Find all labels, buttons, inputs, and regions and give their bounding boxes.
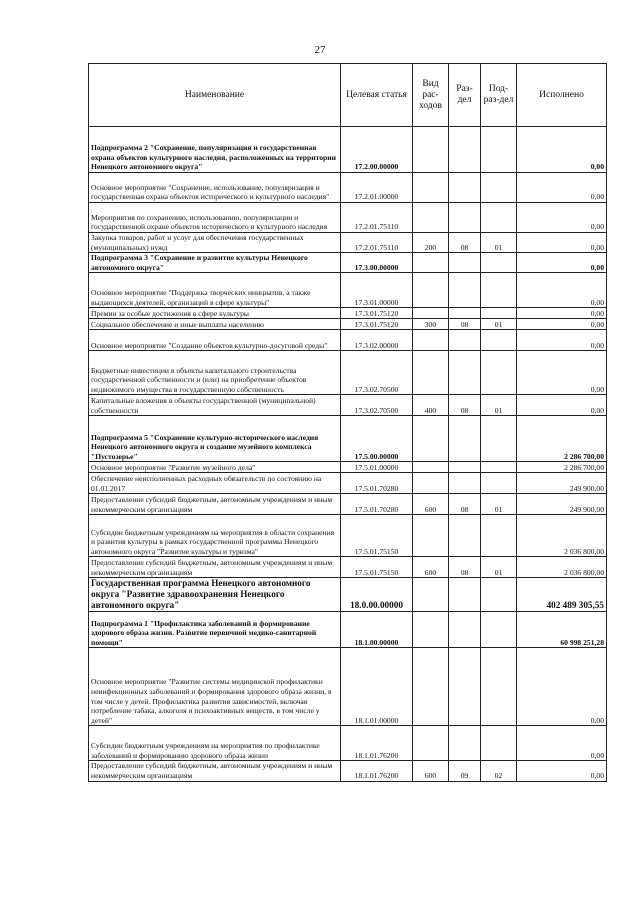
table-row: [89, 648, 607, 726]
table-row: [89, 308, 607, 319]
row-subsection: [481, 273, 517, 308]
table-row: [89, 726, 607, 761]
row-expense-type: [413, 273, 449, 308]
row-subsection: [481, 127, 517, 173]
table-row: [89, 416, 607, 462]
row-code: 17.3.01.00000: [341, 273, 413, 308]
table-row: [89, 351, 607, 395]
row-section: [449, 515, 481, 557]
row-code: 17.3.02.70500: [341, 395, 413, 416]
row-amount: 0,00: [517, 761, 607, 781]
table-row: [89, 761, 607, 781]
row-expense-type: [413, 203, 449, 233]
row-amount: 2 036 800,00: [517, 515, 607, 557]
row-name: Капитальные вложения в объекты государственной (муниципальной) собственности: [89, 395, 341, 416]
row-name: Социальное обеспечение и иные выплаты населению: [89, 319, 341, 330]
row-section: [449, 726, 481, 761]
row-name: Обеспечение неисполненных расходных обязательств по состоянию на 01.01.2017: [89, 473, 341, 494]
row-amount: 60 998 251,28: [517, 612, 607, 648]
row-expense-type: [413, 330, 449, 351]
row-section: 08: [449, 233, 481, 253]
row-amount: 0,00: [517, 308, 607, 319]
row-code: 17.2.01.75110: [341, 233, 413, 253]
header-vr: Вид рас-ходов: [413, 64, 449, 127]
row-name: Премии за особые достижения в сфере культуры: [89, 308, 341, 319]
row-subsection: [481, 578, 517, 612]
row-amount: 0,00: [517, 253, 607, 273]
row-code: 17.3.02.70500: [341, 351, 413, 395]
row-subsection: [481, 648, 517, 726]
row-section: [449, 648, 481, 726]
row-expense-type: [413, 648, 449, 726]
row-expense-type: [413, 351, 449, 395]
row-section: [449, 578, 481, 612]
row-amount: 0,00: [517, 319, 607, 330]
row-expense-type: [413, 726, 449, 761]
row-section: 08: [449, 395, 481, 416]
header-amount: Исполнено: [517, 64, 607, 127]
row-amount: 0,00: [517, 351, 607, 395]
table-row: [89, 395, 607, 416]
row-name: Основное мероприятие "Развитие музейного дела": [89, 462, 341, 473]
row-amount: 249 900,00: [517, 494, 607, 515]
row-section: 08: [449, 557, 481, 578]
row-expense-type: [413, 515, 449, 557]
row-section: [449, 273, 481, 308]
row-section: [449, 203, 481, 233]
row-code: 17.3.00.00000: [341, 253, 413, 273]
row-section: [449, 330, 481, 351]
table-row: [89, 319, 607, 330]
row-expense-type: 600: [413, 557, 449, 578]
table-row: [89, 203, 607, 233]
row-amount: 0,00: [517, 330, 607, 351]
row-code: 17.5.01.00000: [341, 462, 413, 473]
row-subsection: [481, 330, 517, 351]
row-name: Бюджетные инвестиции в объекты капитального строительства государственной собственности и (или) на приобретение объектов недвижимого имущества в государственную собственность: [89, 351, 341, 395]
header-code: Целевая статья: [341, 64, 413, 127]
row-name: Основное мероприятие "Поддержка творческих инициатив, а также выдающихся деятелей, организаций в сфере культуры": [89, 273, 341, 308]
table-row: [89, 494, 607, 515]
header-rz: Раз-дел: [449, 64, 481, 127]
row-code: 17.5.01.70280: [341, 473, 413, 494]
row-name: Подпрограмма 1 "Профилактика заболеваний и формирование здорового образа жизни. Развитие первичной медико-санитарной помощи": [89, 612, 341, 648]
row-expense-type: [413, 127, 449, 173]
row-expense-type: 600: [413, 494, 449, 515]
row-code: 18.1.01.00000: [341, 648, 413, 726]
row-section: [449, 253, 481, 273]
row-section: [449, 462, 481, 473]
row-section: [449, 127, 481, 173]
row-name: Предоставление субсидий бюджетным, автономным учреждениям и иным некоммерческим организациям: [89, 494, 341, 515]
row-name: Мероприятия по сохранению, использованию, популяризации и государственной охране объектов исторического и культурного наследия: [89, 203, 341, 233]
row-name: Подпрограмма 2 "Сохранение, популяризация и государственная охрана объектов культурного наследия, расположенных на территории Ненецкого автономного округа": [89, 127, 341, 173]
row-expense-type: [413, 462, 449, 473]
table-header-row: [89, 64, 607, 127]
row-amount: 0,00: [517, 203, 607, 233]
row-name: Государственная программа Ненецкого автономного округа "Развитие здравоохранения Ненецкого автономного округа": [89, 578, 341, 612]
row-name: Основное мероприятие "Развитие системы медицинской профилактики неинфекционных заболеваний и формирования здорового образа жизни, в том числе у детей. Профилактика развития зависимостей, включая потребление табака, алкоголя и психоактивных веществ, в том числе у детей": [89, 648, 341, 726]
row-amount: 249 900,00: [517, 473, 607, 494]
row-amount: 0,00: [517, 173, 607, 203]
row-code: 18.1.01.76200: [341, 726, 413, 761]
row-section: [449, 173, 481, 203]
row-subsection: [481, 253, 517, 273]
row-amount: 2 286 700,00: [517, 462, 607, 473]
row-name: Субсидии бюджетным учреждениям на мероприятия по профилактике заболеваний и формированию здорового образа жизни: [89, 726, 341, 761]
row-expense-type: [413, 308, 449, 319]
row-expense-type: 300: [413, 319, 449, 330]
row-subsection: [481, 416, 517, 462]
row-subsection: [481, 462, 517, 473]
row-code: 17.5.01.75150: [341, 557, 413, 578]
row-code: 17.5.01.75150: [341, 515, 413, 557]
table-row: [89, 578, 607, 612]
row-expense-type: [413, 578, 449, 612]
row-amount: 2 036 800,00: [517, 557, 607, 578]
row-name: Подпрограмма 3 "Сохранение и развитие культуры Ненецкого автономного округа": [89, 253, 341, 273]
row-expense-type: 600: [413, 761, 449, 781]
row-expense-type: [413, 473, 449, 494]
row-amount: 0,00: [517, 395, 607, 416]
row-subsection: [481, 203, 517, 233]
row-subsection: [481, 473, 517, 494]
row-expense-type: [413, 416, 449, 462]
row-section: 08: [449, 319, 481, 330]
row-code: 17.3.02.00000: [341, 330, 413, 351]
row-subsection: [481, 612, 517, 648]
row-subsection: [481, 308, 517, 319]
row-expense-type: 400: [413, 395, 449, 416]
row-subsection: 02: [481, 761, 517, 781]
row-code: 17.2.01.75110: [341, 203, 413, 233]
table-row: [89, 462, 607, 473]
row-subsection: [481, 726, 517, 761]
row-name: Подпрограмма 5 "Сохранение культурно-исторического наследия Ненецкого автономного округа и создание музейного комплекса "Пустозерье": [89, 416, 341, 462]
row-code: 18.1.01.76200: [341, 761, 413, 781]
table-row: [89, 612, 607, 648]
row-section: 09: [449, 761, 481, 781]
row-expense-type: [413, 173, 449, 203]
row-subsection: 01: [481, 395, 517, 416]
row-code: 17.3.01.75120: [341, 308, 413, 319]
row-code: 18.1.00.00000: [341, 612, 413, 648]
row-subsection: [481, 351, 517, 395]
row-code: 17.3.01.75120: [341, 319, 413, 330]
table-row: [89, 173, 607, 203]
row-code: 17.5.01.70280: [341, 494, 413, 515]
row-subsection: 01: [481, 233, 517, 253]
page-number: 27: [314, 44, 326, 56]
row-section: [449, 612, 481, 648]
row-subsection: 01: [481, 319, 517, 330]
row-name: Предоставление субсидий бюджетным, автономным учреждениям и иным некоммерческим организациям: [89, 557, 341, 578]
row-expense-type: [413, 612, 449, 648]
row-name: Закупка товаров, работ и услуг для обеспечения государственных (муниципальных) нужд: [89, 233, 341, 253]
row-code: 17.2.00.00000: [341, 127, 413, 173]
table-row: [89, 557, 607, 578]
row-amount: 0,00: [517, 273, 607, 308]
table-row: [89, 330, 607, 351]
row-section: [449, 308, 481, 319]
header-pr: Под-раз-дел: [481, 64, 517, 127]
row-name: Основное мероприятие "Создание объектов культурно-досуговой среды": [89, 330, 341, 351]
row-code: 18.0.00.00000: [341, 578, 413, 612]
row-section: [449, 473, 481, 494]
row-amount: 0,00: [517, 648, 607, 726]
row-amount: 402 489 305,55: [517, 578, 607, 612]
row-expense-type: [413, 253, 449, 273]
row-name: Основное мероприятие "Сохранение, использование, популяризация и государственная охрана объектов исторического и культурного наследия": [89, 173, 341, 203]
row-amount: 2 286 700,00: [517, 416, 607, 462]
row-section: [449, 416, 481, 462]
row-code: 17.2.01.00000: [341, 173, 413, 203]
table-row: [89, 253, 607, 273]
row-name: Предоставление субсидий бюджетным, автономным учреждениям и иным некоммерческим организациям: [89, 761, 341, 781]
row-expense-type: 200: [413, 233, 449, 253]
row-subsection: [481, 173, 517, 203]
row-name: Субсидии бюджетным учреждениям на мероприятия в области сохранения и развития культуры в рамках государственной программы Ненецкого автономного округа "Развитие культуры и туризма": [89, 515, 341, 557]
row-subsection: [481, 515, 517, 557]
row-section: [449, 351, 481, 395]
row-section: 08: [449, 494, 481, 515]
row-amount: 0,00: [517, 127, 607, 173]
table-row: [89, 127, 607, 173]
row-amount: 0,00: [517, 726, 607, 761]
row-amount: 0,00: [517, 233, 607, 253]
row-subsection: 01: [481, 557, 517, 578]
row-subsection: 01: [481, 494, 517, 515]
budget-table: [88, 63, 607, 782]
table-row: [89, 233, 607, 253]
header-name: Наименование: [89, 64, 341, 127]
table-row: [89, 515, 607, 557]
row-code: 17.5.00.00000: [341, 416, 413, 462]
table-row: [89, 273, 607, 308]
table-row: [89, 473, 607, 494]
